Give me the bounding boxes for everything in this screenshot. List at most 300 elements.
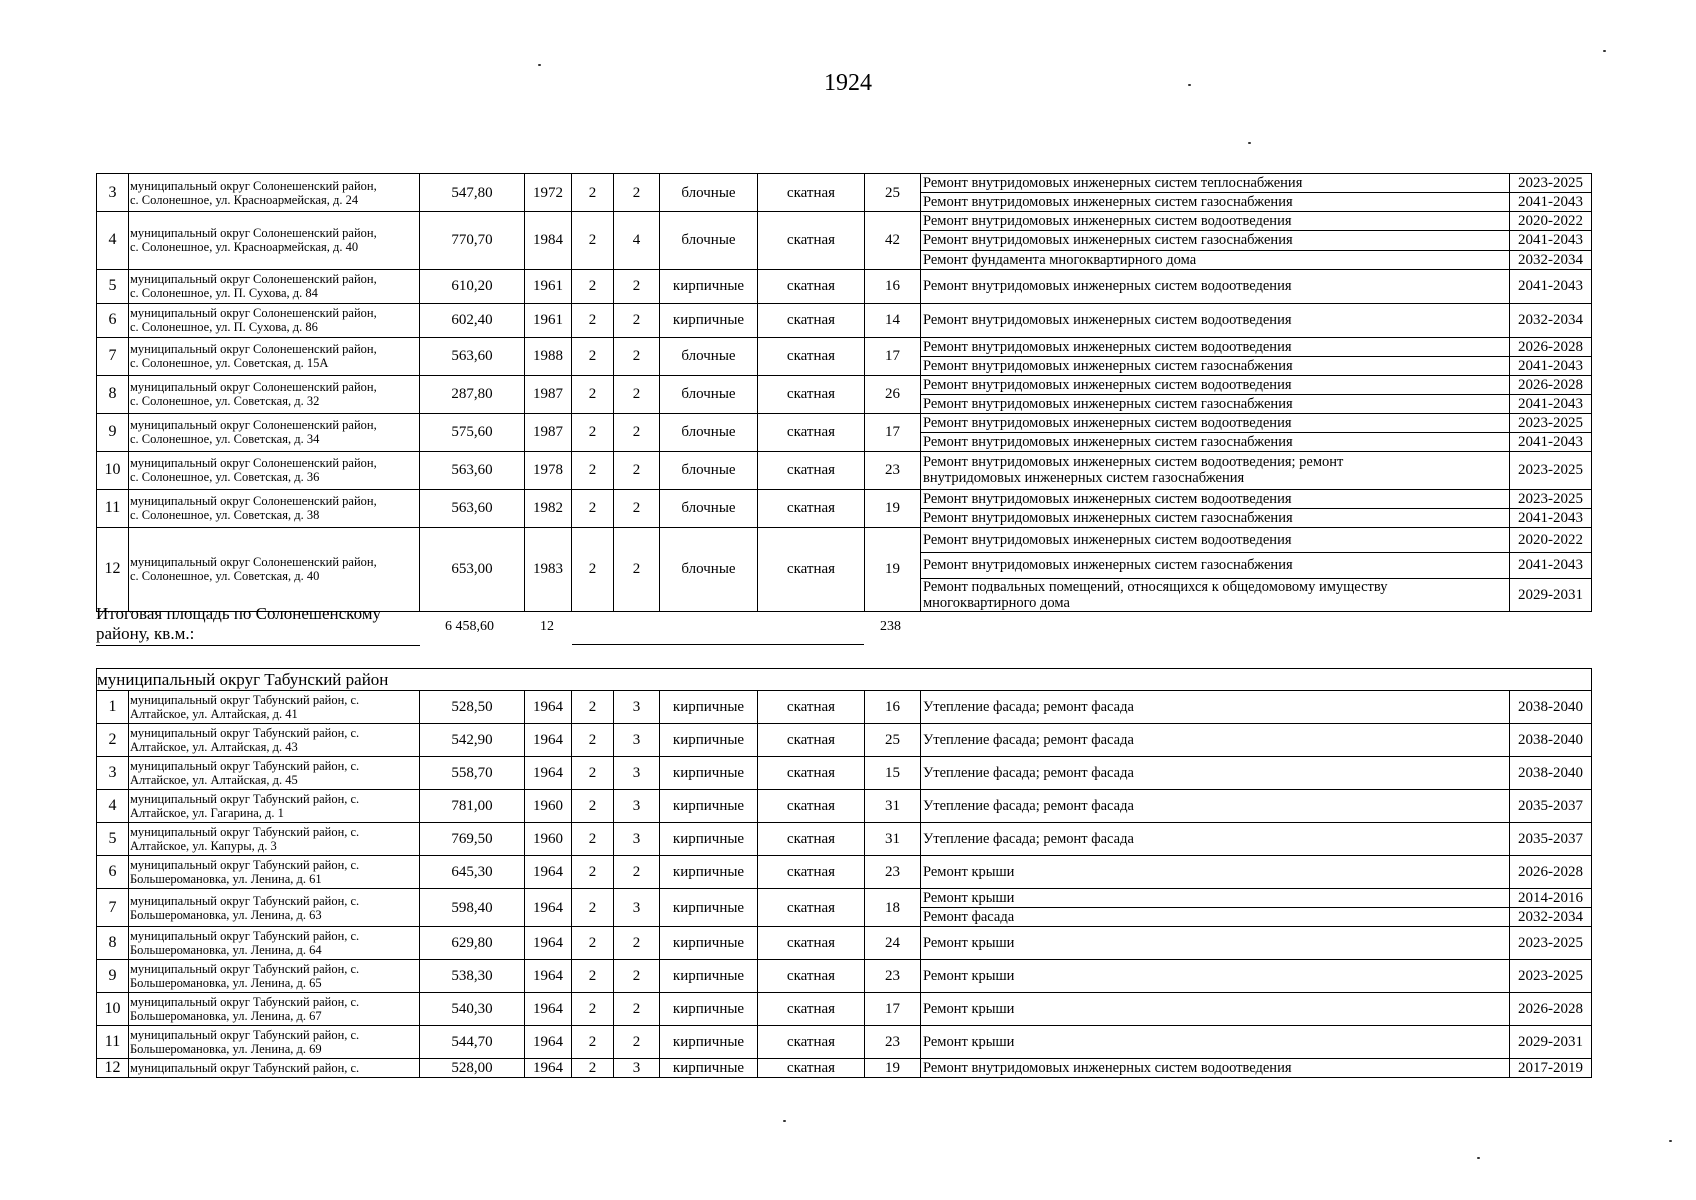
row-number: 9 — [97, 413, 129, 451]
area-cell: 563,60 — [420, 451, 525, 489]
work-text: Ремонт внутридомовых инженерных систем газоснабжения — [923, 194, 1293, 210]
address-line: муниципальный округ Солонешенский район, — [130, 306, 377, 321]
work-text: Ремонт крыши — [923, 864, 1015, 880]
apartments-cell: 23 — [865, 1026, 921, 1059]
year-cell: 1964 — [525, 724, 572, 757]
work-text: Ремонт внутридомовых инженерных систем газоснабжения — [923, 557, 1293, 574]
table-row — [97, 823, 1592, 856]
work-type-cell — [921, 269, 1510, 303]
address-line: Большеромановка, ул. Ленина, д. 67 — [130, 1009, 322, 1023]
address-line: Алтайское, ул. Алтайская, д. 41 — [130, 707, 298, 721]
area-cell: 547,80 — [420, 174, 525, 212]
area-cell: 558,70 — [420, 757, 525, 790]
year-cell: 1964 — [525, 1026, 572, 1059]
work-type-cell — [921, 527, 1510, 552]
address-line: муниципальный округ Солонешенский район, — [130, 456, 377, 471]
table-row — [97, 212, 1592, 231]
year-cell: 1988 — [525, 337, 572, 375]
apartments-cell: 25 — [865, 724, 921, 757]
roof-type-cell: скатная — [758, 691, 865, 724]
work-years-cell: 2035-2037 — [1510, 790, 1592, 823]
roof-type-cell: скатная — [758, 212, 865, 270]
work-years-cell: 2035-2037 — [1510, 823, 1592, 856]
floors-cell: 2 — [572, 174, 614, 212]
work-type-cell — [921, 691, 1510, 724]
floors-cell: 2 — [572, 823, 614, 856]
entrances-cell: 2 — [614, 960, 660, 993]
work-text: Утепление фасада; ремонт фасада — [923, 699, 1134, 715]
address-line: с. Солонешное, ул. Советская, д. 36 — [130, 470, 320, 485]
floors-cell: 2 — [572, 960, 614, 993]
work-text: Ремонт внутридомовых инженерных систем водоотведения — [923, 414, 1292, 431]
row-number: 5 — [97, 823, 129, 856]
work-type-cell — [921, 375, 1510, 394]
address-line: с. Солонешное, ул. Советская, д. 40 — [130, 569, 320, 584]
work-type-cell — [921, 489, 1510, 508]
year-cell: 1984 — [525, 212, 572, 270]
work-text: Ремонт внутридомовых инженерных систем водоотведения — [923, 338, 1292, 355]
table-row — [97, 1026, 1592, 1059]
address-cell — [129, 337, 420, 375]
page-number: 1924 — [824, 70, 872, 96]
floors-cell: 2 — [572, 1059, 614, 1078]
work-years-cell: 2026-2028 — [1510, 375, 1592, 394]
work-years-cell: 2017-2019 — [1510, 1059, 1592, 1078]
address-line: муниципальный округ Табунский район, с. — [130, 759, 360, 773]
table-row — [97, 375, 1592, 394]
work-text: Утепление фасада; ремонт фасада — [923, 732, 1134, 748]
entrances-cell: 2 — [614, 303, 660, 337]
work-type-cell — [921, 1026, 1510, 1059]
address-cell — [129, 413, 420, 451]
work-years-cell: 2023-2025 — [1510, 489, 1592, 508]
work-years-cell: 2041-2043 — [1510, 356, 1592, 375]
scan-speck — [1477, 1157, 1480, 1159]
address-line: Большеромановка, ул. Ленина, д. 63 — [130, 907, 322, 922]
area-cell: 528,50 — [420, 691, 525, 724]
work-type-cell — [921, 212, 1510, 231]
roof-type-cell: скатная — [758, 413, 865, 451]
wall-material-cell: кирпичные — [660, 960, 758, 993]
table-row — [97, 790, 1592, 823]
row-number: 6 — [97, 856, 129, 889]
entrances-cell: 3 — [614, 724, 660, 757]
work-type-cell — [921, 889, 1510, 908]
area-cell: 602,40 — [420, 303, 525, 337]
year-cell: 1964 — [525, 757, 572, 790]
wall-material-cell: кирпичные — [660, 269, 758, 303]
wall-material-cell: блочные — [660, 489, 758, 527]
work-type-cell — [921, 993, 1510, 1026]
floors-cell: 2 — [572, 927, 614, 960]
work-years-cell: 2023-2025 — [1510, 413, 1592, 432]
scan-speck — [1669, 1140, 1672, 1142]
address-line: с. Солонешное, ул. Советская, д. 34 — [130, 432, 320, 447]
address-cell — [129, 856, 420, 889]
area-cell: 769,50 — [420, 823, 525, 856]
roof-type-cell: скатная — [758, 927, 865, 960]
work-text: Ремонт внутридомовых инженерных систем водоотведения — [923, 532, 1292, 549]
work-years-cell: 2023-2025 — [1510, 451, 1592, 489]
work-text: Ремонт крыши — [923, 1001, 1015, 1017]
year-cell: 1964 — [525, 856, 572, 889]
apartments-cell: 16 — [865, 691, 921, 724]
address-line: муниципальный округ Табунский район, с. — [130, 825, 360, 839]
wall-material-cell: блочные — [660, 174, 758, 212]
work-text: Ремонт крыши — [923, 1034, 1015, 1050]
address-cell — [129, 823, 420, 856]
row-number: 11 — [97, 1026, 129, 1059]
area-cell: 645,30 — [420, 856, 525, 889]
scan-speck — [1188, 84, 1191, 86]
work-years-cell: 2032-2034 — [1510, 250, 1592, 269]
solonesh-district-table — [96, 173, 1592, 612]
address-cell — [129, 1026, 420, 1059]
address-cell — [129, 303, 420, 337]
roof-type-cell: скатная — [758, 337, 865, 375]
work-years-cell: 2038-2040 — [1510, 691, 1592, 724]
roof-type-cell: скатная — [758, 993, 865, 1026]
work-text: Утепление фасада; ремонт фасада — [923, 831, 1134, 847]
floors-cell: 2 — [572, 212, 614, 270]
total-label: Итоговая площадь по Солонешенскому району, кв.м.: — [96, 604, 420, 646]
year-cell: 1982 — [525, 489, 572, 527]
year-cell: 1964 — [525, 1059, 572, 1078]
work-type-cell — [921, 250, 1510, 269]
address-line: Большеромановка, ул. Ленина, д. 61 — [130, 872, 322, 886]
floors-cell: 2 — [572, 375, 614, 413]
wall-material-cell: кирпичные — [660, 757, 758, 790]
area-cell: 781,00 — [420, 790, 525, 823]
row-number: 2 — [97, 724, 129, 757]
apartments-cell: 15 — [865, 757, 921, 790]
area-cell: 540,30 — [420, 993, 525, 1026]
address-line: муниципальный округ Табунский район, с. — [130, 1028, 360, 1042]
table-row — [97, 303, 1592, 337]
address-cell — [129, 691, 420, 724]
area-cell: 610,20 — [420, 269, 525, 303]
floors-cell: 2 — [572, 269, 614, 303]
wall-material-cell: кирпичные — [660, 790, 758, 823]
tabun-district-table — [96, 668, 1592, 1078]
area-cell: 563,60 — [420, 337, 525, 375]
table-row — [97, 691, 1592, 724]
apartments-cell: 23 — [865, 960, 921, 993]
work-type-cell — [921, 231, 1510, 250]
roof-type-cell: скатная — [758, 790, 865, 823]
floors-cell: 2 — [572, 993, 614, 1026]
roof-type-cell: скатная — [758, 303, 865, 337]
table-row — [97, 927, 1592, 960]
scan-speck — [783, 1120, 786, 1122]
address-cell — [129, 993, 420, 1026]
table-row — [97, 960, 1592, 993]
table-row — [97, 757, 1592, 790]
work-years-cell: 2041-2043 — [1510, 508, 1592, 527]
work-type-cell — [921, 174, 1510, 193]
address-line: с. Солонешное, ул. Красноармейская, д. 40 — [130, 240, 359, 255]
work-text: Утепление фасада; ремонт фасада — [923, 798, 1134, 814]
work-text: Ремонт внутридомовых инженерных систем газоснабжения — [923, 395, 1293, 412]
area-cell: 629,80 — [420, 927, 525, 960]
entrances-cell: 2 — [614, 527, 660, 611]
work-text: Ремонт внутридомовых инженерных систем газоснабжения — [923, 509, 1293, 526]
address-line: муниципальный округ Табунский район, с. — [130, 693, 360, 707]
row-number: 12 — [97, 527, 129, 611]
wall-material-cell: блочные — [660, 337, 758, 375]
work-years-cell: 2023-2025 — [1510, 960, 1592, 993]
work-type-cell — [921, 394, 1510, 413]
address-line: муниципальный округ Солонешенский район, — [130, 555, 377, 570]
area-cell: 563,60 — [420, 489, 525, 527]
address-cell — [129, 724, 420, 757]
apartments-cell: 19 — [865, 1059, 921, 1078]
wall-material-cell: блочные — [660, 413, 758, 451]
wall-material-cell: кирпичные — [660, 724, 758, 757]
work-type-cell — [921, 337, 1510, 356]
area-cell: 598,40 — [420, 889, 525, 927]
year-cell: 1960 — [525, 823, 572, 856]
address-line: муниципальный округ Солонешенский район, — [130, 226, 377, 241]
total-underline — [572, 644, 864, 645]
work-years-cell: 2026-2028 — [1510, 993, 1592, 1026]
entrances-cell: 3 — [614, 889, 660, 927]
table-row — [97, 174, 1592, 193]
address-line: Большеромановка, ул. Ленина, д. 69 — [130, 1042, 322, 1056]
row-number: 7 — [97, 889, 129, 927]
work-text: Ремонт внутридомовых инженерных систем газоснабжения — [923, 232, 1293, 249]
wall-material-cell: блочные — [660, 527, 758, 611]
work-text: Ремонт фасада — [923, 909, 1015, 925]
year-cell: 1964 — [525, 927, 572, 960]
year-cell: 1964 — [525, 889, 572, 927]
work-type-cell — [921, 1059, 1510, 1078]
roof-type-cell: скатная — [758, 823, 865, 856]
row-number: 6 — [97, 303, 129, 337]
row-number: 11 — [97, 489, 129, 527]
apartments-cell: 14 — [865, 303, 921, 337]
year-cell: 1961 — [525, 269, 572, 303]
area-cell: 528,00 — [420, 1059, 525, 1078]
floors-cell: 2 — [572, 337, 614, 375]
entrances-cell: 2 — [614, 269, 660, 303]
work-years-cell: 2026-2028 — [1510, 337, 1592, 356]
work-years-cell: 2014-2016 — [1510, 889, 1592, 908]
work-text: Ремонт подвальных помещений, относящихся к общедомовому имуществу — [923, 578, 1388, 595]
apartments-cell: 31 — [865, 823, 921, 856]
year-cell: 1987 — [525, 413, 572, 451]
work-type-cell — [921, 432, 1510, 451]
row-number: 4 — [97, 212, 129, 270]
address-cell — [129, 790, 420, 823]
address-line: муниципальный округ Табунский район, с. — [130, 858, 360, 872]
year-cell: 1983 — [525, 527, 572, 611]
entrances-cell: 2 — [614, 993, 660, 1026]
address-line: муниципальный округ Солонешенский район, — [130, 178, 377, 193]
table-row — [97, 993, 1592, 1026]
work-type-cell — [921, 451, 1510, 489]
scan-speck — [538, 64, 541, 66]
work-type-cell — [921, 960, 1510, 993]
roof-type-cell: скатная — [758, 527, 865, 611]
work-years-cell: 2032-2034 — [1510, 303, 1592, 337]
work-text: Ремонт внутридомовых инженерных систем водоотведения — [923, 213, 1292, 230]
apartments-cell: 42 — [865, 212, 921, 270]
table-row — [97, 269, 1592, 303]
work-type-cell — [921, 413, 1510, 432]
apartments-cell: 23 — [865, 856, 921, 889]
address-line: муниципальный округ Солонешенский район, — [130, 342, 377, 357]
address-line: с. Солонешное, ул. Советская, д. 32 — [130, 394, 320, 409]
work-type-cell — [921, 757, 1510, 790]
address-line: с. Солонешное, ул. Красноармейская, д. 24 — [130, 192, 359, 207]
floors-cell: 2 — [572, 724, 614, 757]
year-cell: 1987 — [525, 375, 572, 413]
table-row — [97, 451, 1592, 489]
table-row — [97, 527, 1592, 552]
work-text: Ремонт внутридомовых инженерных систем газоснабжения — [923, 433, 1293, 450]
apartments-cell: 19 — [865, 489, 921, 527]
roof-type-cell: скатная — [758, 269, 865, 303]
area-cell: 287,80 — [420, 375, 525, 413]
address-cell — [129, 527, 420, 611]
work-years-cell: 2026-2028 — [1510, 856, 1592, 889]
floors-cell: 2 — [572, 790, 614, 823]
roof-type-cell: скатная — [758, 451, 865, 489]
wall-material-cell: блочные — [660, 375, 758, 413]
entrances-cell: 2 — [614, 174, 660, 212]
entrances-cell: 3 — [614, 757, 660, 790]
work-text: Утепление фасада; ремонт фасада — [923, 765, 1134, 781]
row-number: 9 — [97, 960, 129, 993]
floors-cell: 2 — [572, 757, 614, 790]
work-text: Ремонт внутридомовых инженерных систем водоотведения; ремонт — [923, 454, 1344, 471]
address-cell — [129, 757, 420, 790]
work-type-cell — [921, 193, 1510, 212]
roof-type-cell: скатная — [758, 960, 865, 993]
wall-material-cell: кирпичные — [660, 1026, 758, 1059]
address-cell — [129, 451, 420, 489]
apartments-cell: 25 — [865, 174, 921, 212]
table-row — [97, 337, 1592, 356]
scan-speck — [1603, 50, 1606, 52]
work-text: внутридомовых инженерных систем газоснабжения — [923, 470, 1245, 487]
total-count: 12 — [540, 619, 554, 634]
roof-type-cell: скатная — [758, 489, 865, 527]
address-line: муниципальный округ Солонешенский район, — [130, 272, 377, 287]
address-line: муниципальный округ Табунский район, с. — [130, 893, 360, 908]
wall-material-cell: кирпичные — [660, 691, 758, 724]
work-text: Ремонт внутридомовых инженерных систем теплоснабжения — [923, 175, 1303, 191]
work-years-cell: 2041-2043 — [1510, 432, 1592, 451]
entrances-cell: 2 — [614, 451, 660, 489]
address-cell — [129, 212, 420, 270]
work-type-cell — [921, 578, 1510, 611]
roof-type-cell: скатная — [758, 1059, 865, 1078]
table-row — [97, 413, 1592, 432]
entrances-cell: 3 — [614, 691, 660, 724]
work-years-cell: 2023-2025 — [1510, 927, 1592, 960]
year-cell: 1960 — [525, 790, 572, 823]
address-line: Алтайское, ул. Алтайская, д. 43 — [130, 740, 298, 754]
table-row — [97, 724, 1592, 757]
apartments-cell: 17 — [865, 413, 921, 451]
row-number: 12 — [97, 1059, 129, 1078]
work-years-cell: 2032-2034 — [1510, 908, 1592, 927]
row-number: 5 — [97, 269, 129, 303]
address-cell — [129, 489, 420, 527]
address-line: муниципальный округ Табунский район, с. — [130, 1061, 360, 1075]
work-text: Ремонт внутридомовых инженерных систем водоотведения — [923, 278, 1292, 295]
roof-type-cell: скатная — [758, 724, 865, 757]
table-row — [97, 1059, 1592, 1078]
row-number: 8 — [97, 375, 129, 413]
address-line: муниципальный округ Табунский район, с. — [130, 726, 360, 740]
area-cell: 542,90 — [420, 724, 525, 757]
entrances-cell: 2 — [614, 337, 660, 375]
area-cell: 770,70 — [420, 212, 525, 270]
year-cell: 1964 — [525, 691, 572, 724]
work-years-cell: 2038-2040 — [1510, 757, 1592, 790]
year-cell: 1961 — [525, 303, 572, 337]
apartments-cell: 23 — [865, 451, 921, 489]
scan-speck — [1248, 142, 1251, 144]
area-cell: 544,70 — [420, 1026, 525, 1059]
address-line: муниципальный округ Солонешенский район, — [130, 494, 377, 509]
floors-cell: 2 — [572, 1026, 614, 1059]
address-line: муниципальный округ Солонешенский район, — [130, 380, 377, 395]
apartments-cell: 17 — [865, 993, 921, 1026]
address-line: муниципальный округ Табунский район, с. — [130, 995, 360, 1009]
table-row — [97, 856, 1592, 889]
district-title: муниципальный округ Табунский район — [97, 669, 1592, 691]
entrances-cell: 3 — [614, 823, 660, 856]
work-years-cell: 2029-2031 — [1510, 1026, 1592, 1059]
row-number: 3 — [97, 174, 129, 212]
entrances-cell: 2 — [614, 375, 660, 413]
work-type-cell — [921, 356, 1510, 375]
apartments-cell: 16 — [865, 269, 921, 303]
floors-cell: 2 — [572, 889, 614, 927]
address-line: с. Солонешное, ул. Советская, д. 38 — [130, 508, 320, 523]
entrances-cell: 2 — [614, 856, 660, 889]
roof-type-cell: скатная — [758, 1026, 865, 1059]
table-row — [97, 889, 1592, 908]
work-years-cell: 2038-2040 — [1510, 724, 1592, 757]
address-line: муниципальный округ Табунский район, с. — [130, 792, 360, 806]
work-years-cell: 2041-2043 — [1510, 193, 1592, 212]
roof-type-cell: скатная — [758, 174, 865, 212]
apartments-cell: 17 — [865, 337, 921, 375]
apartments-cell: 19 — [865, 527, 921, 611]
work-type-cell — [921, 823, 1510, 856]
wall-material-cell: кирпичные — [660, 856, 758, 889]
wall-material-cell: блочные — [660, 451, 758, 489]
address-line: с. Солонешное, ул. П. Сухова, д. 86 — [130, 320, 318, 335]
row-number: 1 — [97, 691, 129, 724]
work-text: многоквартирного дома — [923, 594, 1070, 611]
entrances-cell: 2 — [614, 413, 660, 451]
floors-cell: 2 — [572, 451, 614, 489]
work-text: Ремонт внутридомовых инженерных систем газоснабжения — [923, 357, 1293, 374]
address-cell — [129, 927, 420, 960]
entrances-cell: 2 — [614, 927, 660, 960]
total-area: 6 458,60 — [445, 619, 494, 634]
address-line: с. Солонешное, ул. Советская, д. 15А — [130, 356, 329, 371]
address-cell — [129, 960, 420, 993]
work-years-cell: 2020-2022 — [1510, 212, 1592, 231]
wall-material-cell: кирпичные — [660, 927, 758, 960]
